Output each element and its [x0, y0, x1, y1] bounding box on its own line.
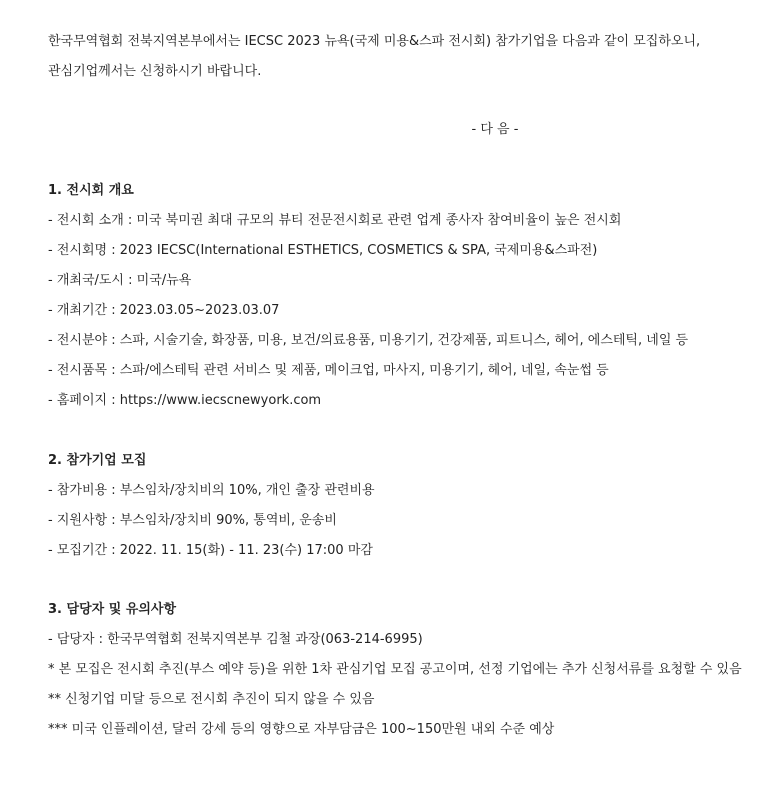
section-2-heading: 2. 참가기업 모집	[48, 453, 147, 468]
section-3-heading: 3. 담당자 및 유의사항	[48, 602, 177, 617]
section-3-item: - 담당자 : 한국무역협회 전북지역본부 김철 과장(063-214-6995)	[48, 632, 423, 647]
section-2-item: - 지원사항 : 부스임차/장치비 90%, 통역비, 운송비	[48, 513, 337, 528]
section-2-item: - 모집기간 : 2022. 11. 15(화) - 11. 23(수) 17:00 마감	[48, 543, 373, 558]
intro-line-2: 관심기업께서는 신청하시기 바랍니다.	[48, 64, 262, 79]
intro-line-1: 한국무역협회 전북지역본부에서는 IECSC 2023 뉴욕(국제 미용&스파 전시회) 참가기업을 다음과 같이 모집하오니,	[48, 34, 701, 49]
section-1-item: - 전시품목 : 스파/에스테틱 관련 서비스 및 제품, 메이크업, 마사지, 미용기기, 헤어, 네일, 속눈썹 등	[48, 363, 609, 378]
section-1-item: - 전시회 소개 : 미국 북미권 최대 규모의 뷰티 전문전시회로 관련 업계 종사자 참여비율이 높은 전시회	[48, 213, 622, 228]
section-1-item: - 전시분야 : 스파, 시술기술, 화장품, 미용, 보건/의료용품, 미용기기, 건강제품, 피트니스, 헤어, 에스테틱, 네일 등	[48, 333, 689, 348]
section-2-item: - 참가비용 : 부스임차/장치비의 10%, 개인 출장 관련비용	[48, 483, 375, 498]
section-3-note: ** 신청기업 미달 등으로 전시회 추진이 되지 않을 수 있음	[48, 692, 375, 707]
section-1-item: - 개최국/도시 : 미국/뉴욕	[48, 273, 192, 288]
section-1-item: - 전시회명 : 2023 IECSC(International ESTHETICS, COSMETICS & SPA, 국제미용&스파전)	[48, 243, 598, 258]
notice-title: - 다 음 -	[471, 122, 519, 137]
section-1-item: - 개최기간 : 2023.03.05~2023.03.07	[48, 303, 280, 318]
section-3-note: * 본 모집은 전시회 추진(부스 예약 등)을 위한 1차 관심기업 모집 공고이며, 선정 기업에는 추가 신청서류를 요청할 수 있음	[48, 662, 742, 677]
homepage-link[interactable]: - 홈페이지 : https://www.iecscnewyork.com	[48, 393, 322, 408]
section-1-heading: 1. 전시회 개요	[48, 183, 134, 198]
section-3-note: *** 미국 인플레이션, 달러 강세 등의 영향으로 자부담금은 100~150만원 내외 수준 예상	[48, 722, 555, 737]
